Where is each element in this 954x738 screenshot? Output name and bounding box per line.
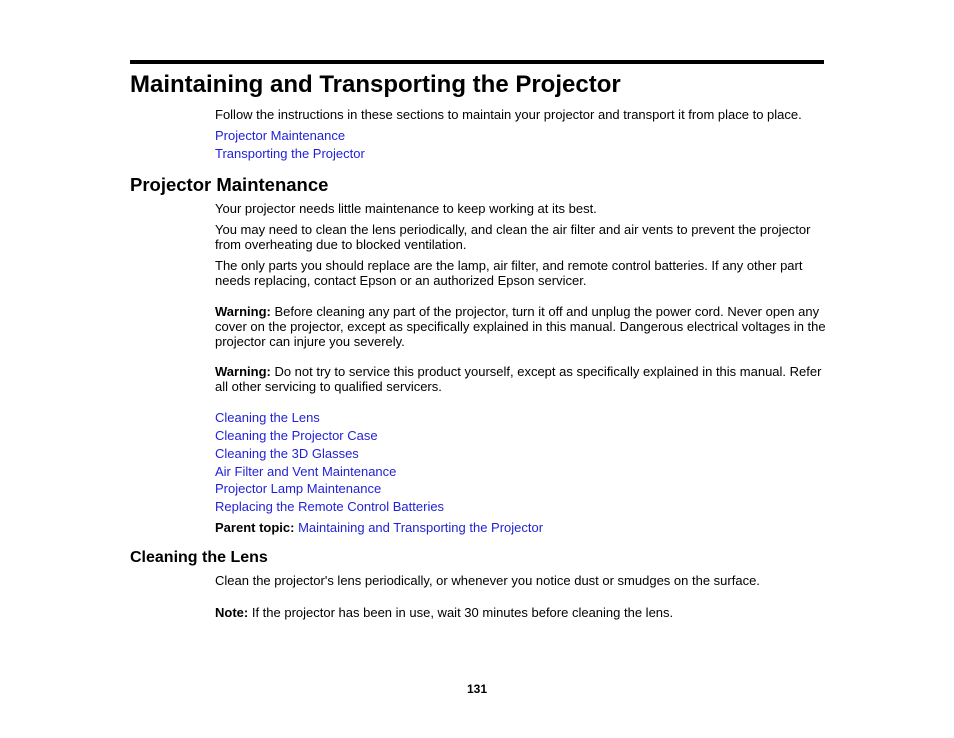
- cleaning-the-lens-link[interactable]: Cleaning the Lens: [215, 410, 320, 425]
- warning-1-label: Warning:: [215, 304, 271, 319]
- warning-2-text: Do not try to service this product yourself, except as specifically explained in this manual. Refer all other servicing to qualified servicers.: [215, 364, 822, 394]
- transporting-the-projector-link[interactable]: Transporting the Projector: [215, 146, 365, 161]
- warning-2: [215, 364, 827, 394]
- section-link-item: [215, 446, 827, 461]
- warning-1-text: Before cleaning any part of the projector, turn it off and unplug the power cord. Never open any cover on the projector, except as specifically explained in this manual. Dangerous electrical voltages in the projector can injure you severely.: [215, 304, 826, 349]
- projector-maintenance-link[interactable]: Projector Maintenance: [215, 128, 346, 143]
- parent-topic-label: Parent topic:: [215, 520, 295, 535]
- top-link-item: [215, 146, 827, 161]
- replacing-the-remote-control-batteries-link[interactable]: Replacing the Remote Control Batteries: [215, 499, 445, 514]
- title-rule: [130, 60, 824, 64]
- note-label: Note:: [215, 605, 249, 620]
- warning-2-label: Warning:: [215, 364, 271, 379]
- projector-lamp-maintenance-link[interactable]: Projector Lamp Maintenance: [215, 481, 382, 496]
- section-link-item: [215, 499, 827, 514]
- section-link-item: [215, 481, 827, 496]
- note-text: If the projector has been in use, wait 30 minutes before cleaning the lens.: [248, 605, 674, 620]
- section-paragraph-2: You may need to clean the lens periodically, and clean the air filter and air vents to prevent the projector from overheating due to blocked ventilation.: [215, 222, 811, 252]
- intro-paragraph: Follow the instructions in these sections to maintain your projector and transport it from place to place.: [215, 107, 802, 122]
- cleaning-the-3d-glasses-link[interactable]: Cleaning the 3D Glasses: [215, 446, 359, 461]
- top-link-item: [215, 128, 827, 143]
- section-link-item: [215, 410, 827, 425]
- section-link-item: [215, 464, 827, 479]
- cleaning-the-projector-case-link[interactable]: Cleaning the Projector Case: [215, 428, 378, 443]
- air-filter-and-vent-maintenance-link[interactable]: Air Filter and Vent Maintenance: [215, 464, 397, 479]
- page-number: 131: [466, 682, 488, 696]
- section-paragraph-3: The only parts you should replace are the lamp, air filter, and remote control batteries. If any other part needs replacing, contact Epson or an authorized Epson servicer.: [215, 258, 803, 288]
- warning-1: [215, 304, 827, 349]
- page-title: Maintaining and Transporting the Projector: [130, 71, 621, 98]
- subsection-heading: Cleaning the Lens: [130, 549, 268, 566]
- note: [215, 605, 827, 620]
- parent-topic: [215, 520, 827, 535]
- section-link-item: [215, 428, 827, 443]
- parent-topic-link[interactable]: Maintaining and Transporting the Projector: [298, 520, 544, 535]
- section-heading: Projector Maintenance: [130, 174, 329, 195]
- subsection-paragraph: Clean the projector's lens periodically, or whenever you notice dust or smudges on the surface.: [215, 573, 760, 588]
- section-paragraph-1: Your projector needs little maintenance to keep working at its best.: [215, 201, 597, 216]
